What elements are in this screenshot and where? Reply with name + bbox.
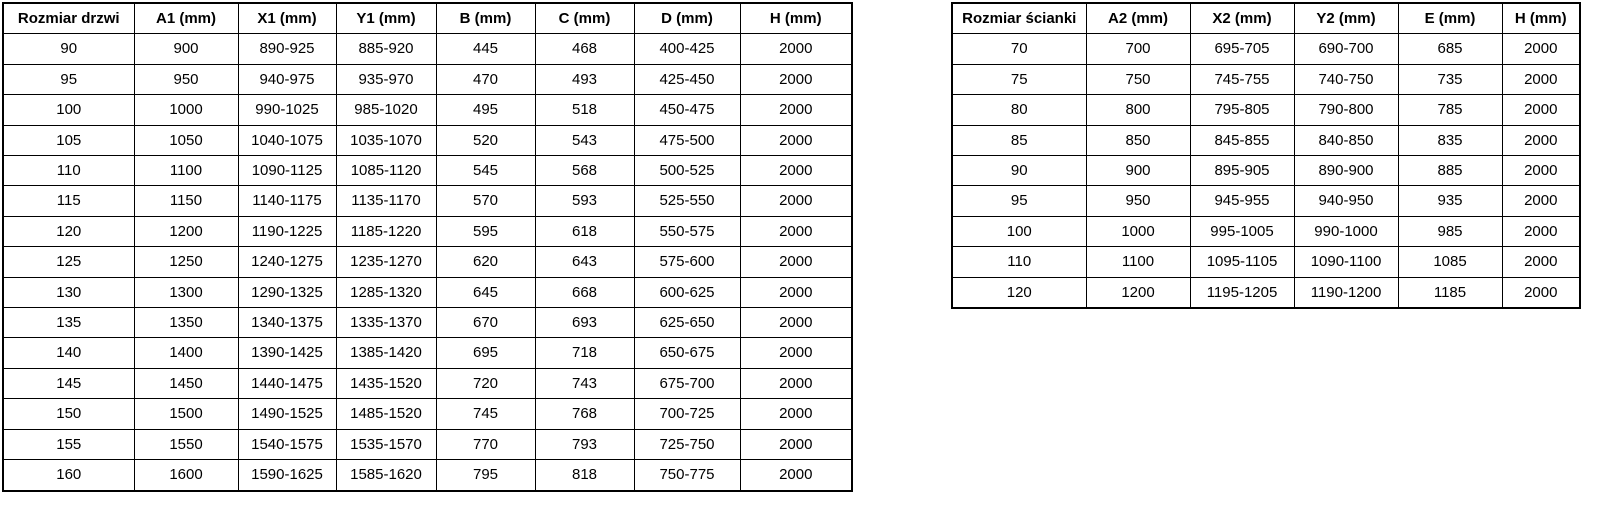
table-cell: 840-850 xyxy=(1294,125,1398,155)
header-row xyxy=(3,3,852,34)
table-cell: 1150 xyxy=(134,186,238,216)
table-cell: 1290-1325 xyxy=(238,277,336,307)
table-cell: 670 xyxy=(436,308,535,338)
table-cell: 450-475 xyxy=(634,95,740,125)
table-cell: 2000 xyxy=(1502,125,1580,155)
table-cell: 890-900 xyxy=(1294,156,1398,186)
table-cell: 785 xyxy=(1398,95,1502,125)
wall-panel-size-table xyxy=(951,2,1581,309)
table-cell: 600-625 xyxy=(634,277,740,307)
table-cell: 1000 xyxy=(1086,216,1190,246)
table-cell: 885-920 xyxy=(336,34,436,64)
table-cell: 768 xyxy=(535,399,634,429)
column-header: C (mm) xyxy=(535,3,634,34)
column-header: H (mm) xyxy=(740,3,852,34)
table-cell: 2000 xyxy=(1502,216,1580,246)
table-cell: 2000 xyxy=(1502,64,1580,94)
table-cell: 1250 xyxy=(134,247,238,277)
table-cell: 1190-1200 xyxy=(1294,277,1398,308)
table-cell: 720 xyxy=(436,368,535,398)
table-row xyxy=(3,460,852,491)
column-header: H (mm) xyxy=(1502,3,1580,34)
table-row xyxy=(3,338,852,368)
table-cell: 1035-1070 xyxy=(336,125,436,155)
table-cell: 1000 xyxy=(134,95,238,125)
door-size-table xyxy=(2,2,853,492)
table-cell: 2000 xyxy=(740,95,852,125)
table-cell: 2000 xyxy=(740,156,852,186)
table-cell: 475-500 xyxy=(634,125,740,155)
table-row xyxy=(952,216,1580,246)
table-cell: 160 xyxy=(3,460,134,491)
table-cell: 110 xyxy=(3,156,134,186)
table-cell: 1400 xyxy=(134,338,238,368)
table-cell: 2000 xyxy=(1502,277,1580,308)
table-cell: 890-925 xyxy=(238,34,336,64)
table-cell: 85 xyxy=(952,125,1086,155)
table-cell: 1200 xyxy=(134,216,238,246)
table-cell: 2000 xyxy=(1502,186,1580,216)
table-cell: 818 xyxy=(535,460,634,491)
table-cell: 1435-1520 xyxy=(336,368,436,398)
table-cell: 493 xyxy=(535,64,634,94)
table-row xyxy=(3,64,852,94)
table-cell: 1600 xyxy=(134,460,238,491)
table-cell: 2000 xyxy=(740,186,852,216)
table-cell: 1500 xyxy=(134,399,238,429)
table-cell: 1440-1475 xyxy=(238,368,336,398)
table-cell: 643 xyxy=(535,247,634,277)
table-cell: 1235-1270 xyxy=(336,247,436,277)
table-cell: 1300 xyxy=(134,277,238,307)
table-cell: 105 xyxy=(3,125,134,155)
table-cell: 1240-1275 xyxy=(238,247,336,277)
table-cell: 95 xyxy=(3,64,134,94)
table-cell: 1390-1425 xyxy=(238,338,336,368)
table-cell: 155 xyxy=(3,429,134,459)
table-cell: 593 xyxy=(535,186,634,216)
table-cell: 120 xyxy=(3,216,134,246)
table-cell: 770 xyxy=(436,429,535,459)
table-cell: 950 xyxy=(1086,186,1190,216)
table-cell: 1535-1570 xyxy=(336,429,436,459)
table-row xyxy=(3,429,852,459)
table-cell: 135 xyxy=(3,308,134,338)
table-cell: 100 xyxy=(952,216,1086,246)
table-cell: 835 xyxy=(1398,125,1502,155)
table-cell: 625-650 xyxy=(634,308,740,338)
table-row xyxy=(3,216,852,246)
table-cell: 800 xyxy=(1086,95,1190,125)
table-cell: 470 xyxy=(436,64,535,94)
table-cell: 695-705 xyxy=(1190,34,1294,64)
table-cell: 745-755 xyxy=(1190,64,1294,94)
table-cell: 985 xyxy=(1398,216,1502,246)
table-cell: 1340-1375 xyxy=(238,308,336,338)
table-cell: 90 xyxy=(952,156,1086,186)
table-row xyxy=(952,247,1580,277)
door-size-table-body xyxy=(3,34,852,491)
table-cell: 885 xyxy=(1398,156,1502,186)
column-header: A1 (mm) xyxy=(134,3,238,34)
table-cell: 2000 xyxy=(740,308,852,338)
table-cell: 595 xyxy=(436,216,535,246)
table-cell: 1095-1105 xyxy=(1190,247,1294,277)
table-cell: 80 xyxy=(952,95,1086,125)
table-cell: 150 xyxy=(3,399,134,429)
table-cell: 1450 xyxy=(134,368,238,398)
table-cell: 1195-1205 xyxy=(1190,277,1294,308)
table-cell: 545 xyxy=(436,156,535,186)
column-header: A2 (mm) xyxy=(1086,3,1190,34)
table-cell: 1090-1100 xyxy=(1294,247,1398,277)
table-cell: 2000 xyxy=(1502,247,1580,277)
table-cell: 543 xyxy=(535,125,634,155)
table-cell: 100 xyxy=(3,95,134,125)
table-cell: 1090-1125 xyxy=(238,156,336,186)
wall-panel-size-table-head xyxy=(952,3,1580,34)
table-cell: 1335-1370 xyxy=(336,308,436,338)
table-cell: 140 xyxy=(3,338,134,368)
table-cell: 495 xyxy=(436,95,535,125)
table-cell: 935-970 xyxy=(336,64,436,94)
table-cell: 895-905 xyxy=(1190,156,1294,186)
table-cell: 550-575 xyxy=(634,216,740,246)
table-cell: 790-800 xyxy=(1294,95,1398,125)
table-cell: 750 xyxy=(1086,64,1190,94)
table-cell: 990-1000 xyxy=(1294,216,1398,246)
table-cell: 2000 xyxy=(1502,34,1580,64)
table-cell: 700 xyxy=(1086,34,1190,64)
table-cell: 2000 xyxy=(740,338,852,368)
table-cell: 1540-1575 xyxy=(238,429,336,459)
table-cell: 125 xyxy=(3,247,134,277)
table-cell: 2000 xyxy=(740,460,852,491)
table-cell: 1140-1175 xyxy=(238,186,336,216)
table-cell: 1135-1170 xyxy=(336,186,436,216)
table-cell: 2000 xyxy=(740,368,852,398)
table-cell: 2000 xyxy=(740,216,852,246)
column-header: Rozmiar drzwi xyxy=(3,3,134,34)
table-cell: 845-855 xyxy=(1190,125,1294,155)
table-cell: 795 xyxy=(436,460,535,491)
table-cell: 2000 xyxy=(740,34,852,64)
column-header: X1 (mm) xyxy=(238,3,336,34)
table-row xyxy=(952,125,1580,155)
table-cell: 2000 xyxy=(740,429,852,459)
table-cell: 1350 xyxy=(134,308,238,338)
table-cell: 1285-1320 xyxy=(336,277,436,307)
table-cell: 700-725 xyxy=(634,399,740,429)
column-header: Rozmiar ścianki xyxy=(952,3,1086,34)
table-cell: 575-600 xyxy=(634,247,740,277)
table-cell: 618 xyxy=(535,216,634,246)
table-cell: 725-750 xyxy=(634,429,740,459)
table-row xyxy=(3,308,852,338)
table-row xyxy=(3,34,852,64)
table-row xyxy=(952,277,1580,308)
table-cell: 620 xyxy=(436,247,535,277)
table-cell: 668 xyxy=(535,277,634,307)
table-row xyxy=(952,156,1580,186)
table-cell: 1200 xyxy=(1086,277,1190,308)
table-cell: 500-525 xyxy=(634,156,740,186)
table-cell: 445 xyxy=(436,34,535,64)
table-cell: 990-1025 xyxy=(238,95,336,125)
table-cell: 525-550 xyxy=(634,186,740,216)
column-header: Y1 (mm) xyxy=(336,3,436,34)
wall-panel-size-table-body xyxy=(952,34,1580,308)
table-cell: 400-425 xyxy=(634,34,740,64)
table-cell: 940-975 xyxy=(238,64,336,94)
table-cell: 685 xyxy=(1398,34,1502,64)
table-cell: 2000 xyxy=(1502,156,1580,186)
table-cell: 115 xyxy=(3,186,134,216)
table-row xyxy=(3,399,852,429)
table-row xyxy=(952,95,1580,125)
table-cell: 693 xyxy=(535,308,634,338)
table-cell: 735 xyxy=(1398,64,1502,94)
table-cell: 743 xyxy=(535,368,634,398)
column-header: X2 (mm) xyxy=(1190,3,1294,34)
table-cell: 1085-1120 xyxy=(336,156,436,186)
table-row xyxy=(952,34,1580,64)
table-cell: 2000 xyxy=(740,125,852,155)
table-cell: 520 xyxy=(436,125,535,155)
table-row xyxy=(3,368,852,398)
table-cell: 945-955 xyxy=(1190,186,1294,216)
table-cell: 690-700 xyxy=(1294,34,1398,64)
table-cell: 745 xyxy=(436,399,535,429)
table-cell: 900 xyxy=(134,34,238,64)
header-row xyxy=(952,3,1580,34)
table-row xyxy=(3,95,852,125)
column-header: B (mm) xyxy=(436,3,535,34)
table-cell: 650-675 xyxy=(634,338,740,368)
table-cell: 1100 xyxy=(1086,247,1190,277)
table-cell: 645 xyxy=(436,277,535,307)
table-cell: 2000 xyxy=(1502,95,1580,125)
table-cell: 985-1020 xyxy=(336,95,436,125)
table-cell: 110 xyxy=(952,247,1086,277)
table-cell: 900 xyxy=(1086,156,1190,186)
table-row xyxy=(3,277,852,307)
table-cell: 1585-1620 xyxy=(336,460,436,491)
table-cell: 1550 xyxy=(134,429,238,459)
table-cell: 793 xyxy=(535,429,634,459)
table-cell: 718 xyxy=(535,338,634,368)
column-header: Y2 (mm) xyxy=(1294,3,1398,34)
table-cell: 950 xyxy=(134,64,238,94)
table-row xyxy=(952,186,1580,216)
table-cell: 750-775 xyxy=(634,460,740,491)
table-cell: 675-700 xyxy=(634,368,740,398)
table-cell: 1590-1625 xyxy=(238,460,336,491)
table-cell: 75 xyxy=(952,64,1086,94)
table-cell: 1185 xyxy=(1398,277,1502,308)
table-cell: 935 xyxy=(1398,186,1502,216)
table-cell: 90 xyxy=(3,34,134,64)
table-cell: 145 xyxy=(3,368,134,398)
table-cell: 2000 xyxy=(740,64,852,94)
table-cell: 1385-1420 xyxy=(336,338,436,368)
table-cell: 1050 xyxy=(134,125,238,155)
table-cell: 995-1005 xyxy=(1190,216,1294,246)
table-cell: 795-805 xyxy=(1190,95,1294,125)
table-cell: 518 xyxy=(535,95,634,125)
table-cell: 1190-1225 xyxy=(238,216,336,246)
table-cell: 850 xyxy=(1086,125,1190,155)
table-cell: 568 xyxy=(535,156,634,186)
table-cell: 130 xyxy=(3,277,134,307)
table-cell: 1085 xyxy=(1398,247,1502,277)
table-cell: 70 xyxy=(952,34,1086,64)
table-cell: 740-750 xyxy=(1294,64,1398,94)
table-cell: 1040-1075 xyxy=(238,125,336,155)
table-cell: 468 xyxy=(535,34,634,64)
table-cell: 940-950 xyxy=(1294,186,1398,216)
table-cell: 425-450 xyxy=(634,64,740,94)
table-cell: 1490-1525 xyxy=(238,399,336,429)
table-cell: 1185-1220 xyxy=(336,216,436,246)
table-cell: 2000 xyxy=(740,277,852,307)
table-cell: 120 xyxy=(952,277,1086,308)
table-row xyxy=(3,125,852,155)
column-header: E (mm) xyxy=(1398,3,1502,34)
table-cell: 95 xyxy=(952,186,1086,216)
table-cell: 2000 xyxy=(740,399,852,429)
door-size-table-head xyxy=(3,3,852,34)
table-row xyxy=(3,186,852,216)
table-cell: 570 xyxy=(436,186,535,216)
table-cell: 1485-1520 xyxy=(336,399,436,429)
table-row xyxy=(3,156,852,186)
table-cell: 2000 xyxy=(740,247,852,277)
table-row xyxy=(3,247,852,277)
column-header: D (mm) xyxy=(634,3,740,34)
table-cell: 1100 xyxy=(134,156,238,186)
table-row xyxy=(952,64,1580,94)
table-cell: 695 xyxy=(436,338,535,368)
